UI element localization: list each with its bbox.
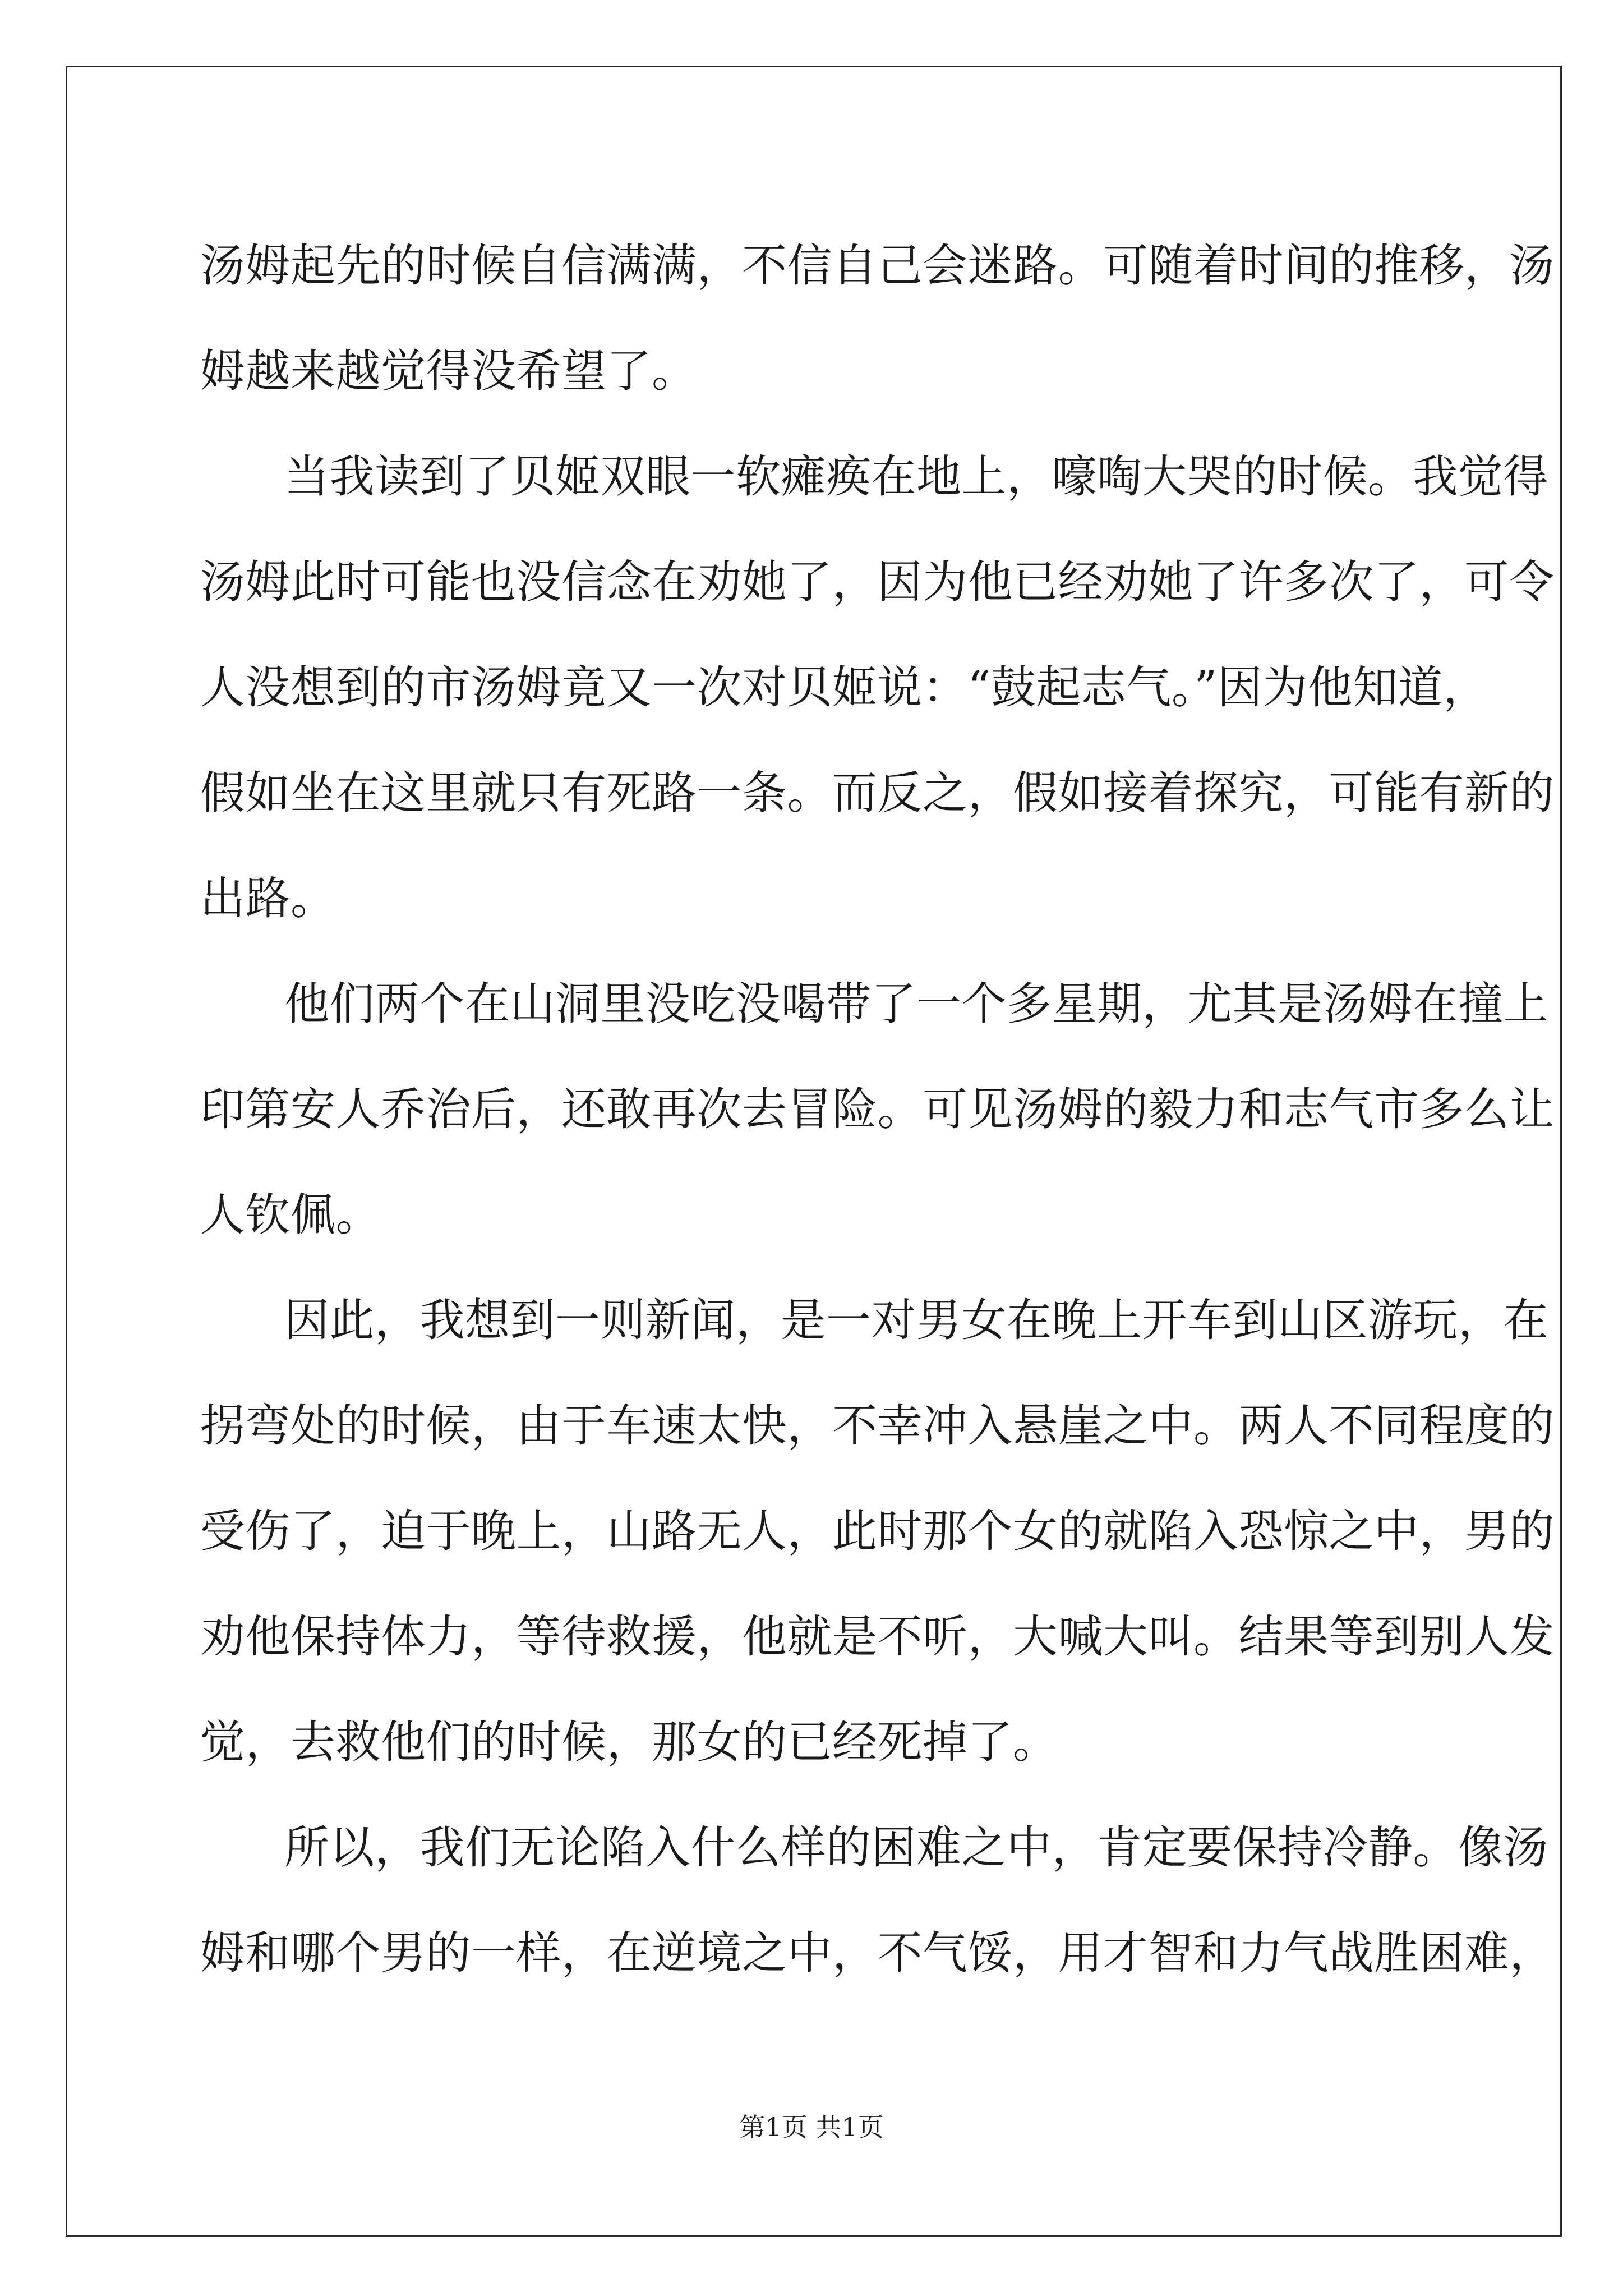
text-line: 姆和哪个男的一样，在逆境之中，不气馁，用才智和力气战胜困难， [200,1927,1555,1979]
text-line: 印第安人乔治后，还敢再次去冒险。可见汤姆的毅力和志气市多么让 [200,1083,1555,1135]
text-line: 劝他保持体力，等待救援，他就是不听，大喊大叫。结果等到别人发 [200,1611,1555,1663]
text-line: 拐弯处的时候，由于车速太快，不幸冲入悬崖之中。两人不同程度的 [200,1400,1555,1452]
page-footer [0,2110,1623,2144]
page-number: 第1页 共1页 [739,2112,884,2142]
text-line: 人钦佩。 [200,1189,381,1241]
text-line: 汤姆起先的时候自信满满，不信自己会迷路。可随着时间的推移，汤 [200,240,1555,292]
text-line: 人没想到的市汤姆竟又一次对贝姬说：“鼓起志气。”因为他知道， [200,661,1488,714]
text-line: 姆越来越觉得没希望了。 [200,345,697,397]
paragraph-start-line: 他们两个在山洞里没吃没喝带了一个多星期，尤其是汤姆在撞上 [284,978,1548,1030]
text-line: 出路。 [200,872,336,924]
paragraph-start-line: 当我读到了贝姬双眼一软瘫痪在地上，嚎啕大哭的时候。我觉得 [284,450,1548,503]
text-line: 假如坐在这里就只有死路一条。而反之，假如接着探究，可能有新的 [200,767,1555,819]
paragraph-start-line: 因此，我想到一则新闻，是一对男女在晚上开车到山区游玩，在 [284,1294,1548,1346]
paragraph-start-line: 所以，我们无论陷入什么样的困难之中，肯定要保持冷静。像汤 [284,1821,1548,1874]
document-body [200,213,1555,2006]
text-line: 觉，去救他们的时候，那女的已经死掉了。 [200,1716,1058,1768]
text-line: 受伤了，迫于晚上，山路无人，此时那个女的就陷入恐惊之中，男的 [200,1505,1555,1557]
text-line: 汤姆此时可能也没信念在劝她了，因为他已经劝她了许多次了，可令 [200,556,1555,608]
